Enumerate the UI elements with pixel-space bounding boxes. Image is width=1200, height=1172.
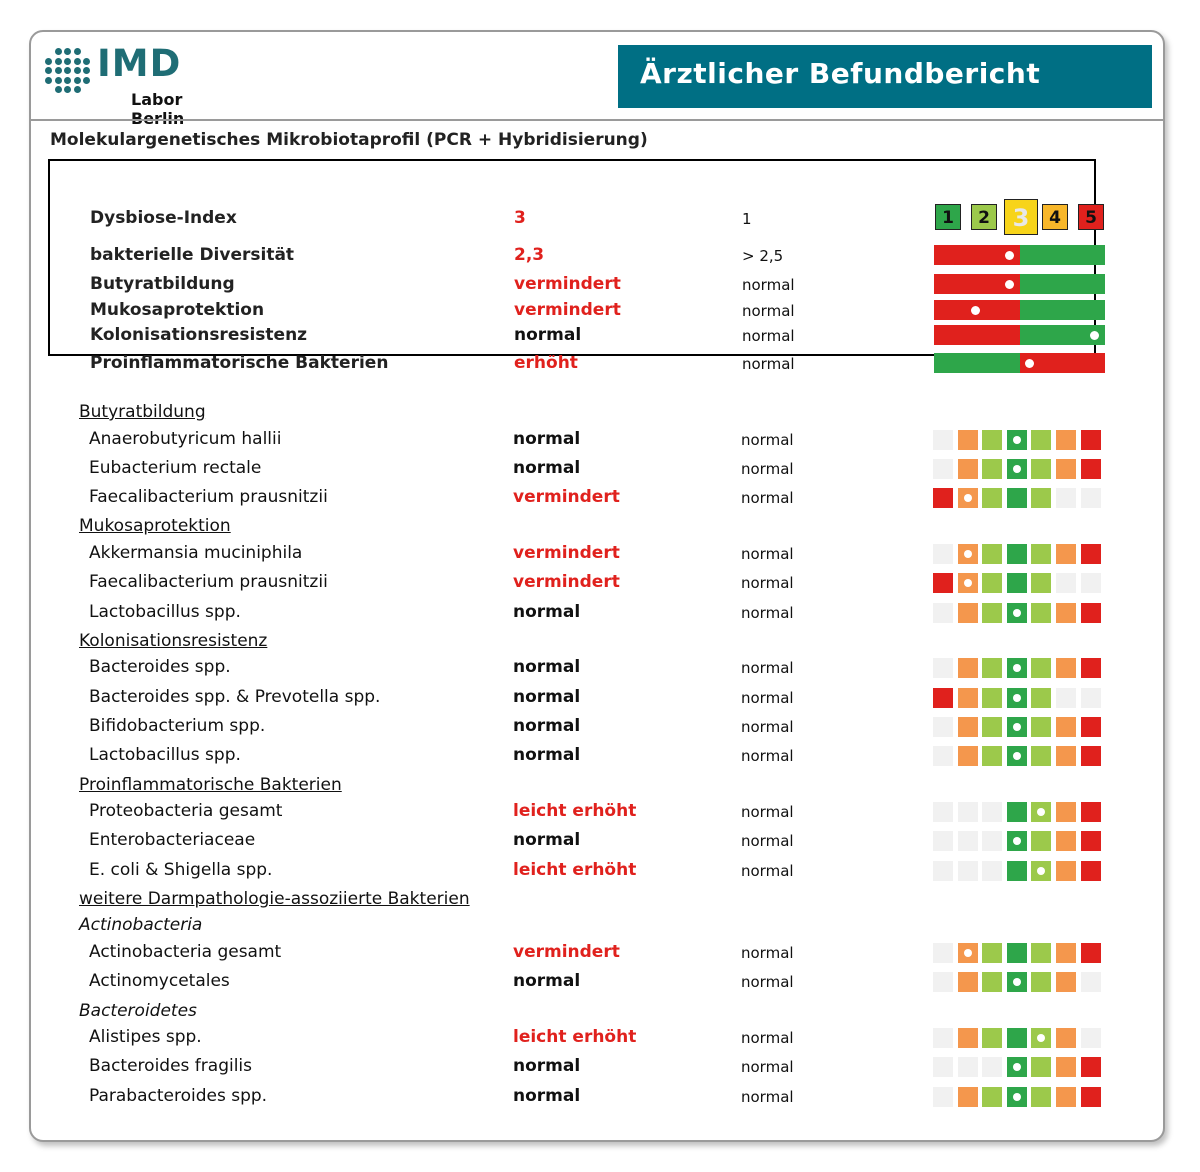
summary-bar [934, 245, 1105, 265]
scale-cell [1081, 861, 1101, 881]
logo-dot [74, 86, 81, 93]
scale-cell [933, 658, 953, 678]
summary-marker [971, 306, 980, 315]
logo-dot [55, 77, 62, 84]
scale-cell [1056, 943, 1076, 963]
report-title: Ärztlicher Befundbericht [640, 57, 1041, 90]
result-marker [1013, 752, 1021, 760]
item-name: Akkermansia muciniphila [89, 542, 303, 563]
result-marker [964, 494, 972, 502]
result-marker [1013, 1063, 1021, 1071]
scale-cell [933, 488, 953, 508]
scale-cell [933, 544, 953, 564]
scale-cell [958, 1087, 978, 1107]
scale-cell [1031, 746, 1051, 766]
scale-cell [1007, 488, 1027, 508]
item-reference: normal [741, 861, 794, 880]
logo-subtitle: Labor [131, 90, 183, 109]
item-name: Lactobacillus spp. [89, 745, 241, 766]
scale-cell [958, 943, 978, 963]
scale-cell [933, 943, 953, 963]
scale-cell [1081, 943, 1101, 963]
dysbiosis-scale-4: 4 [1042, 204, 1068, 230]
summary-bar-right [1020, 300, 1105, 320]
scale-cell [982, 861, 1002, 881]
item-reference: normal [741, 574, 794, 593]
summary-marker [1005, 251, 1014, 260]
scale-cell [933, 861, 953, 881]
scale-cell [1056, 603, 1076, 623]
scale-cell [933, 573, 953, 593]
scale-cell [1056, 430, 1076, 450]
scale-cell [1056, 658, 1076, 678]
scale-cell [982, 972, 1002, 992]
scale-cell [933, 831, 953, 851]
summary-reference: normal [742, 355, 795, 373]
scale-cell [982, 1057, 1002, 1077]
logo-dot [74, 58, 81, 65]
scale-cell [1056, 573, 1076, 593]
scale-cell [1007, 603, 1027, 623]
scale-cell [1081, 459, 1101, 479]
summary-bar-left [934, 353, 1020, 373]
scale-cell [1031, 861, 1051, 881]
logo-dot [64, 86, 71, 93]
scale-cell [1081, 1057, 1101, 1077]
scale-cell [982, 688, 1002, 708]
scale-cell [1056, 1087, 1076, 1107]
item-reference: normal [741, 659, 794, 678]
item-result: vermindert [513, 572, 620, 593]
logo-dot [64, 48, 71, 55]
result-marker [964, 949, 972, 957]
scale-cell [1056, 861, 1076, 881]
logo-dot [74, 48, 81, 55]
scale-cell [1031, 544, 1051, 564]
item-reference: normal [741, 943, 794, 962]
summary-bar [934, 300, 1105, 320]
item-result: normal [513, 715, 581, 736]
item-result: normal [513, 830, 581, 851]
logo-dot [64, 67, 71, 74]
scale-cell [982, 603, 1002, 623]
item-result: leicht erhöht [513, 801, 637, 821]
scale-cell [1007, 1028, 1027, 1048]
item-reference: normal [741, 973, 794, 992]
scale-cell [1031, 688, 1051, 708]
logo-dot [45, 67, 52, 74]
summary-reference: normal [742, 276, 795, 294]
item-reference: normal [741, 688, 794, 707]
item-result: normal [513, 686, 581, 707]
scale-cell [1031, 488, 1051, 508]
item-name: Proteobacteria gesamt [89, 801, 283, 821]
scale-cell [1007, 688, 1027, 708]
scale-cell [958, 861, 978, 881]
summary-value: vermindert [514, 300, 621, 320]
scale-cell [1081, 802, 1101, 822]
group-title: Butyratbildung [79, 402, 206, 422]
result-marker [1013, 694, 1021, 702]
scale-cell [1056, 831, 1076, 851]
scale-cell [1056, 488, 1076, 508]
logo-dot [83, 67, 90, 74]
scale-cell [982, 544, 1002, 564]
result-marker [1037, 808, 1045, 816]
item-reference: normal [741, 489, 794, 508]
item-result: normal [513, 457, 581, 478]
scale-cell [1081, 717, 1101, 737]
item-result: leicht erhöht [513, 1027, 637, 1047]
scale-cell [958, 573, 978, 593]
scale-cell [1081, 831, 1101, 851]
summary-label: Proinflammatorische Bakterien [90, 353, 389, 373]
logo-dot [55, 86, 62, 93]
scale-cell [1007, 972, 1027, 992]
dysbiosis-value: 3 [514, 208, 526, 228]
scale-cell [1056, 1028, 1076, 1048]
scale-cell [1031, 459, 1051, 479]
item-name: Bacteroides spp. [89, 657, 231, 678]
scale-cell [1081, 1028, 1101, 1048]
scale-cell [1081, 488, 1101, 508]
scale-cell [1031, 1057, 1051, 1077]
item-reference: normal [741, 1029, 794, 1047]
item-name: E. coli & Shigella spp. [89, 859, 273, 880]
item-result: normal [513, 745, 581, 766]
scale-cell [933, 972, 953, 992]
scale-cell [1031, 831, 1051, 851]
result-marker [1013, 723, 1021, 731]
logo-dot [45, 77, 52, 84]
result-marker [1013, 837, 1021, 845]
summary-bar [934, 325, 1105, 345]
scale-cell [982, 746, 1002, 766]
scale-cell [933, 688, 953, 708]
scale-cell [1031, 1028, 1051, 1048]
scale-cell [982, 573, 1002, 593]
item-result: leicht erhöht [513, 859, 637, 880]
scale-cell [1007, 1057, 1027, 1077]
item-name: Faecalibacterium prausnitzii [89, 487, 328, 508]
item-result: vermindert [513, 487, 620, 508]
scale-cell [1031, 430, 1051, 450]
scale-cell [958, 1028, 978, 1048]
summary-marker [1005, 280, 1014, 289]
scale-cell [982, 430, 1002, 450]
scale-cell [1007, 573, 1027, 593]
scale-cell [1081, 658, 1101, 678]
summary-label: bakterielle Diversität [90, 245, 295, 265]
item-reference: normal [741, 603, 794, 622]
item-name: Bacteroides fragilis [89, 1056, 253, 1077]
scale-cell [982, 1028, 1002, 1048]
item-result: normal [513, 971, 581, 992]
item-name: Actinobacteria gesamt [89, 941, 282, 962]
summary-bar-right [1020, 274, 1105, 294]
item-reference: normal [741, 803, 794, 821]
result-marker [1037, 1034, 1045, 1042]
scale-cell [958, 603, 978, 623]
item-reference: normal [741, 747, 794, 766]
logo-dot [64, 77, 71, 84]
scale-cell [1056, 459, 1076, 479]
scale-cell [1007, 943, 1027, 963]
summary-marker [1025, 359, 1034, 368]
scale-cell [933, 746, 953, 766]
scale-cell [1031, 1087, 1051, 1107]
logo-dot [55, 67, 62, 74]
dysbiosis-scale-2: 2 [971, 204, 997, 230]
summary-bar [934, 353, 1105, 373]
logo-dot [55, 48, 62, 55]
scale-cell [933, 603, 953, 623]
scale-cell [933, 1057, 953, 1077]
logo-dot [55, 58, 62, 65]
item-result: vermindert [513, 941, 620, 962]
scale-cell [958, 459, 978, 479]
scale-cell [1056, 972, 1076, 992]
summary-marker [1090, 331, 1099, 340]
scale-cell [1007, 717, 1027, 737]
scale-cell [1007, 459, 1027, 479]
item-reference: normal [741, 430, 794, 449]
dysbiosis-label: Dysbiose-Index [90, 208, 237, 228]
item-result: normal [513, 1056, 581, 1077]
scale-cell [1007, 861, 1027, 881]
scale-cell [958, 688, 978, 708]
scale-cell [1007, 658, 1027, 678]
scale-cell [933, 1087, 953, 1107]
result-marker [1013, 609, 1021, 617]
scale-cell [1081, 1087, 1101, 1107]
scale-cell [982, 802, 1002, 822]
item-result: vermindert [513, 542, 620, 563]
report-banner [618, 45, 1152, 108]
result-marker [1037, 867, 1045, 875]
summary-value: erhöht [514, 353, 578, 373]
result-marker [1013, 978, 1021, 986]
scale-cell [1031, 802, 1051, 822]
scale-cell [1007, 802, 1027, 822]
summary-reference: normal [742, 327, 795, 345]
scale-cell [982, 1087, 1002, 1107]
scale-cell [958, 658, 978, 678]
scale-cell [1056, 544, 1076, 564]
item-name: Bacteroides spp. & Prevotella spp. [89, 686, 381, 707]
summary-reference: normal [742, 302, 795, 320]
scale-cell [982, 717, 1002, 737]
scale-cell [1056, 802, 1076, 822]
scale-cell [1031, 717, 1051, 737]
item-name: Lactobacillus spp. [89, 601, 241, 622]
scale-cell [1031, 603, 1051, 623]
item-result: normal [513, 428, 581, 449]
header-divider [31, 119, 1163, 121]
scale-cell [1007, 831, 1027, 851]
dysbiosis-scale-5: 5 [1078, 204, 1104, 230]
item-name: Parabacteroides spp. [89, 1085, 268, 1106]
scale-cell [982, 831, 1002, 851]
section-title: Molekulargenetisches Mikrobiotaprofil (PCR + Hybridisierung) [50, 130, 648, 150]
group-title: Mukosaprotektion [79, 516, 231, 537]
subgroup-title: Bacteroidetes [79, 1000, 197, 1021]
scale-cell [1081, 573, 1101, 593]
logo-dot [74, 67, 81, 74]
logo-dot [83, 58, 90, 65]
dysbiosis-scale-3: 3 [1004, 199, 1038, 235]
result-marker [1013, 436, 1021, 444]
scale-cell [982, 658, 1002, 678]
imd-logo [45, 42, 235, 116]
scale-cell [1031, 658, 1051, 678]
scale-cell [933, 459, 953, 479]
scale-cell [958, 746, 978, 766]
item-name: Bifidobacterium spp. [89, 715, 266, 736]
item-result: normal [513, 657, 581, 678]
item-name: Enterobacteriaceae [89, 830, 256, 851]
scale-cell [958, 717, 978, 737]
dysbiosis-scale-1: 1 [935, 204, 961, 230]
scale-cell [1031, 573, 1051, 593]
scale-cell [982, 943, 1002, 963]
scale-cell [1056, 717, 1076, 737]
group-title: weitere Darmpathologie-assoziierte Bakterien [79, 888, 470, 909]
scale-cell [933, 1028, 953, 1048]
scale-cell [958, 802, 978, 822]
scale-cell [958, 488, 978, 508]
item-name: Faecalibacterium prausnitzii [89, 572, 328, 593]
scale-cell [1056, 688, 1076, 708]
scale-cell [1081, 688, 1101, 708]
scale-cell [1081, 430, 1101, 450]
scale-cell [982, 488, 1002, 508]
scale-cell [958, 831, 978, 851]
scale-cell [1081, 972, 1101, 992]
logo-text: IMD [97, 42, 182, 85]
item-reference: normal [741, 544, 794, 563]
scale-cell [933, 802, 953, 822]
result-marker [1013, 1093, 1021, 1101]
summary-value: normal [514, 325, 582, 345]
scale-cell [958, 972, 978, 992]
scale-cell [1056, 746, 1076, 766]
result-marker [964, 550, 972, 558]
summary-label: Mukosaprotektion [90, 300, 265, 320]
summary-bar [934, 274, 1105, 294]
summary-value: 2,3 [514, 245, 545, 265]
summary-bar-left [934, 325, 1020, 345]
scale-cell [1007, 1087, 1027, 1107]
scale-cell [1056, 1057, 1076, 1077]
item-reference: normal [741, 1058, 794, 1077]
logo-dot [45, 58, 52, 65]
scale-cell [1007, 746, 1027, 766]
scale-cell [1081, 544, 1101, 564]
scale-cell [1031, 943, 1051, 963]
scale-cell [958, 1057, 978, 1077]
scale-cell [1007, 544, 1027, 564]
scale-cell [982, 459, 1002, 479]
dysbiosis-reference: 1 [742, 210, 752, 228]
group-title: Kolonisationsresistenz [79, 630, 268, 651]
scale-cell [958, 430, 978, 450]
result-marker [1013, 465, 1021, 473]
item-reference: normal [741, 1087, 794, 1106]
item-name: Alistipes spp. [89, 1027, 202, 1047]
item-reference: normal [741, 717, 794, 736]
item-result: normal [513, 1085, 581, 1106]
item-name: Anaerobutyricum hallii [89, 428, 282, 449]
result-marker [964, 579, 972, 587]
item-name: Eubacterium rectale [89, 457, 262, 478]
summary-label: Kolonisationsresistenz [90, 325, 308, 345]
scale-cell [958, 544, 978, 564]
item-reference: normal [741, 832, 794, 851]
result-marker [1013, 664, 1021, 672]
group-title: Proinflammatorische Bakterien [79, 774, 342, 795]
summary-reference: > 2,5 [742, 247, 784, 265]
subgroup-title: Actinobacteria [79, 915, 203, 936]
scale-cell [933, 717, 953, 737]
scale-cell [1007, 430, 1027, 450]
item-result: normal [513, 601, 581, 622]
scale-cell [1081, 746, 1101, 766]
logo-dots-icon [45, 48, 93, 96]
item-reference: normal [741, 459, 794, 478]
logo-dot [74, 77, 81, 84]
summary-label: Butyratbildung [90, 274, 235, 294]
summary-bar-right [1020, 245, 1105, 265]
item-name: Actinomycetales [89, 971, 230, 992]
summary-value: vermindert [514, 274, 621, 294]
scale-cell [1031, 972, 1051, 992]
logo-dot [64, 58, 71, 65]
scale-cell [1081, 603, 1101, 623]
logo-dot [83, 77, 90, 84]
scale-cell [933, 430, 953, 450]
